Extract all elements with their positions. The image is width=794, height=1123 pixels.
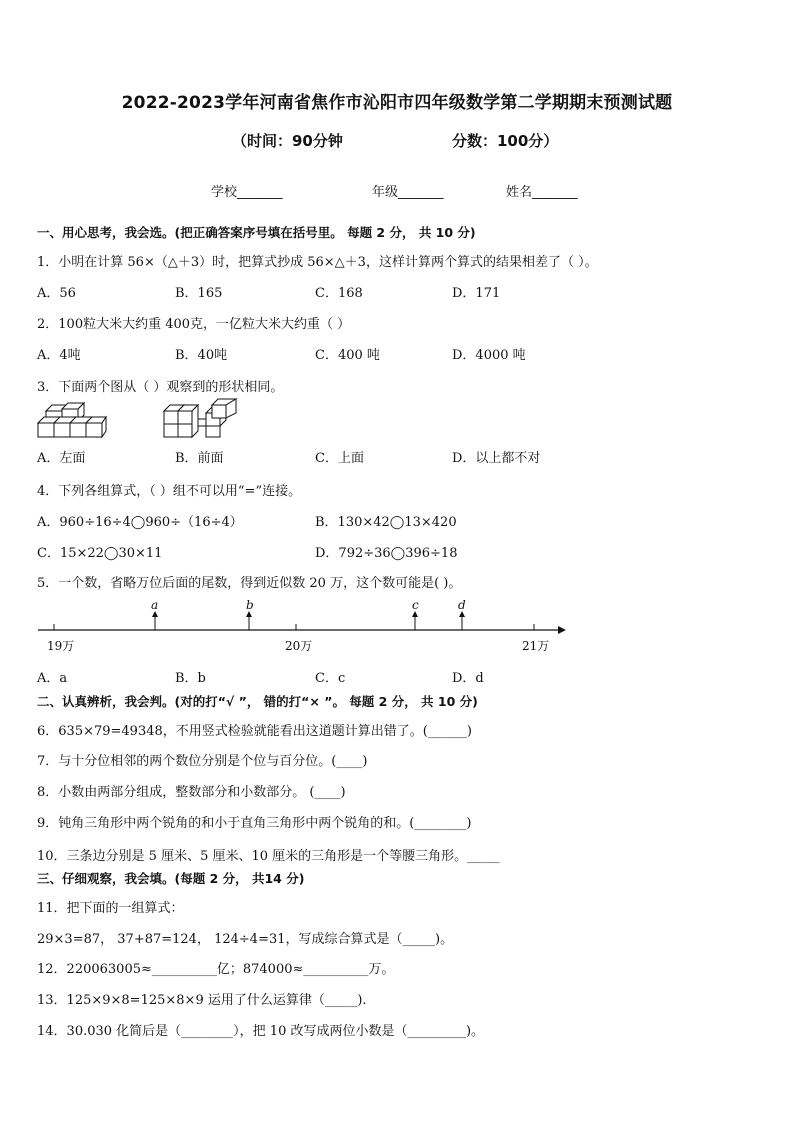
q3-option-c: C．上面	[315, 451, 364, 466]
q5-option-a: A．a	[37, 671, 68, 686]
q3-option-d: D．以上都不对	[452, 451, 541, 466]
q4-option-c: C．15×22◯30×11	[37, 546, 163, 561]
q3-option-b: B．前面	[175, 451, 224, 466]
cube-figure-2	[162, 397, 242, 439]
q1-option-d: D．171	[452, 286, 501, 301]
point-b-label: b	[246, 598, 254, 612]
q1-option-c: C．168	[315, 286, 363, 301]
point-c-label: c	[412, 598, 419, 612]
q5-option-b: B．b	[175, 671, 206, 686]
question-12: 12．220063005≈__________亿；874000≈__________万。	[37, 962, 395, 977]
name-field: 姓名_______	[506, 185, 578, 200]
section-3-heading: 三、仔细观察，我会填。(每题 2 分， 共14 分)	[37, 871, 305, 886]
grade-field: 年级_______	[372, 185, 444, 200]
point-d-label: d	[458, 598, 466, 612]
question-2: 2．100粒大米大约重 400克，一亿粒大米大约重（ ）	[37, 317, 351, 332]
q1-option-b: B．165	[175, 286, 223, 301]
q4-option-b: B．130×42◯13×420	[315, 515, 457, 530]
q5-option-d: D．d	[452, 671, 484, 686]
q2-option-d: D．4000 吨	[452, 348, 526, 363]
cube-figure-1	[36, 397, 108, 439]
exam-score: 分数：100分）	[452, 132, 559, 150]
q3-option-a: A．左面	[37, 451, 86, 466]
tick-label-20wan: 20万	[285, 639, 313, 653]
q2-option-b: B．40吨	[175, 348, 228, 363]
number-line-arrow	[558, 626, 566, 634]
question-9: 9．钝角三角形中两个锐角的和小于直角三角形中两个锐角的和。(________)	[37, 816, 472, 831]
school-field: 学校_______	[211, 185, 283, 200]
q2-option-c: C．400 吨	[315, 348, 380, 363]
tick-label-21wan: 21万	[522, 639, 550, 653]
question-13: 13．125×9×8=125×8×9 运用了什么运算律（_____).	[37, 993, 367, 1008]
point-a-label: a	[151, 598, 159, 612]
question-3: 3．下面两个图从（ ）观察到的形状相同。	[37, 380, 284, 395]
section-1-heading: 一、用心思考，我会选。(把正确答案序号填在括号里。 每题 2 分， 共 10 分)	[37, 225, 476, 240]
question-5: 5．一个数，省略万位后面的尾数，得到近似数 20 万，这个数可能是( )。	[37, 576, 462, 591]
exam-time: （时间：90分钟	[232, 132, 343, 150]
section-2-heading: 二、认真辨析，我会判。(对的打“√ ”， 错的打“× ”。 每题 2 分， 共 10 分)	[37, 694, 478, 709]
q4-option-a: A．960÷16÷4◯960÷（16÷4）	[37, 515, 243, 530]
question-6: 6．635×79=49348，不用竖式检验就能看出这道题计算出错了。(______)	[37, 724, 472, 739]
q5-option-c: C．c	[315, 671, 346, 686]
q2-option-a: A．4吨	[37, 348, 81, 363]
question-1: 1．小明在计算 56×（△＋3）时，把算式抄成 56×△＋3，这样计算两个算式的结果相差了（ ）。	[37, 255, 598, 270]
tick-label-19wan: 19万	[47, 639, 75, 653]
question-7: 7．与十分位相邻的两个数位分别是个位与百分位。(____)	[37, 754, 368, 769]
question-8: 8．小数由两部分组成，整数部分和小数部分。 (____)	[37, 785, 346, 800]
question-4: 4．下列各组算式，（ ）组不可以用“=”连接。	[37, 484, 302, 499]
q1-option-a: A．56	[37, 286, 76, 301]
question-10: 10．三条边分别是 5 厘米、5 厘米、10 厘米的三角形是一个等腰三角形。_____	[37, 849, 500, 864]
question-14: 14．30.030 化简后是（________），把 10 改写成两位小数是（_________)。	[37, 1024, 485, 1039]
question-11: 11．把下面的一组算式：	[37, 901, 184, 916]
q4-option-d: D．792÷36◯396÷18	[315, 546, 458, 561]
page-title: 2022-2023学年河南省焦作市沁阳市四年级数学第二学期期末预测试题	[121, 93, 673, 113]
question-11-line: 29×3=87， 37+87=124， 124÷4=31，写成综合算式是（_____)。	[37, 932, 454, 947]
